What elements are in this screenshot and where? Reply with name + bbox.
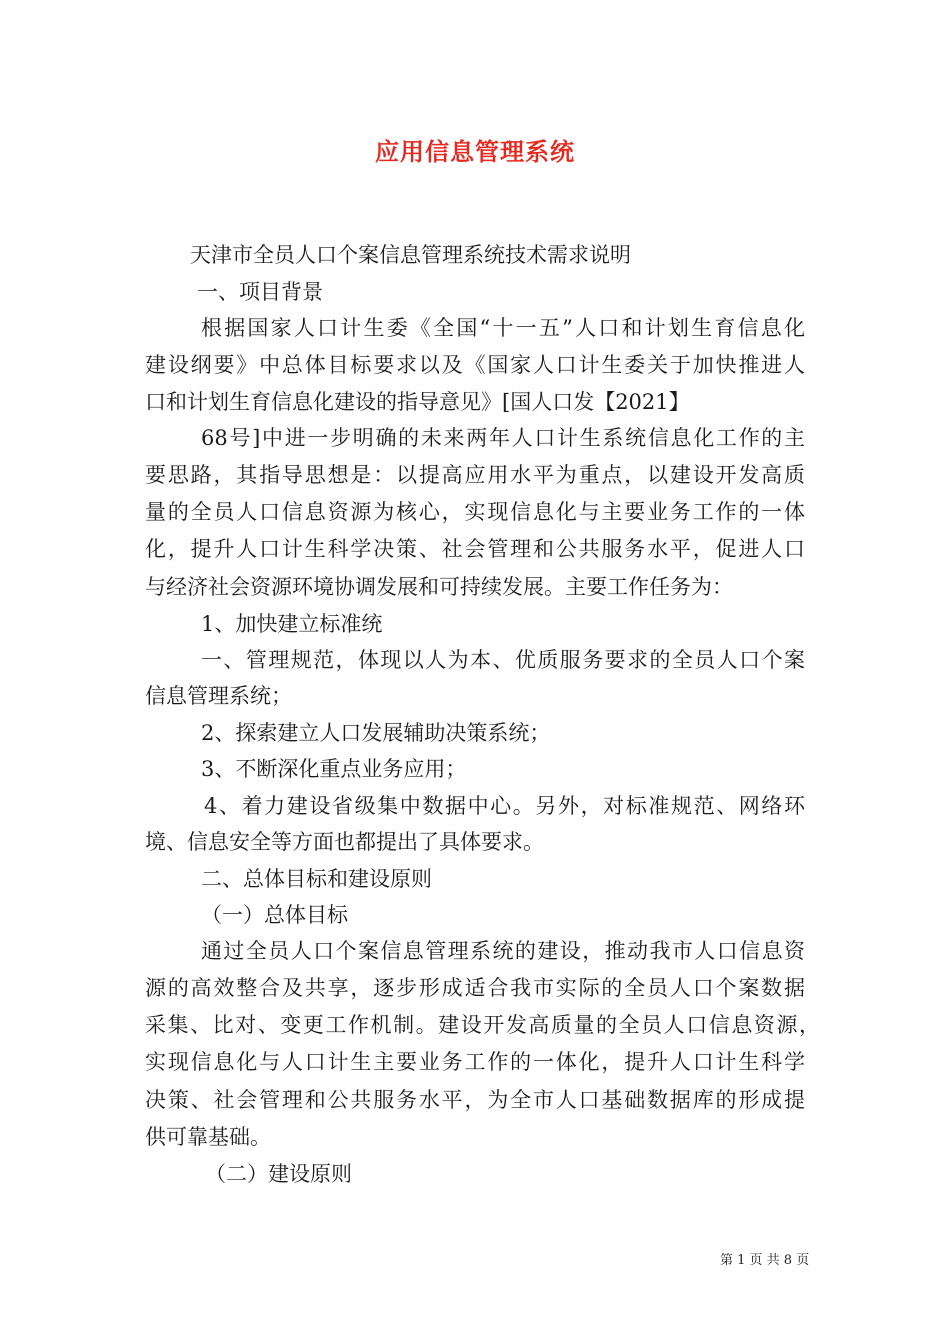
subsection-heading: （二）建设原则 xyxy=(205,1162,352,1186)
list-item: 4、着力建设省级集中数据中心。另外，对标准规范、网络环 xyxy=(204,794,805,818)
page-number: 第 1 页 共 8 页 xyxy=(720,1253,810,1268)
subtitle-line: 天津市全员人口个案信息管理系统技术需求说明 xyxy=(190,243,631,267)
section-heading: 一、项目背景 xyxy=(197,280,323,304)
paragraph-line: 境、信息安全等方面也都提出了具体要求。 xyxy=(145,830,544,854)
paragraph-line: 化，提升人口计生科学决策、社会管理和公共服务水平，促进人口 xyxy=(145,537,805,561)
paragraph-line: 源的高效整合及共享，逐步形成适合我市实际的全员人口个案数据 xyxy=(145,976,805,1000)
paragraph-line: 信息管理系统； xyxy=(145,684,292,708)
paragraph-line: 通过全员人口个案信息管理系统的建设，推动我市人口信息资 xyxy=(201,939,805,963)
list-item: 1、加快建立标准统 xyxy=(201,612,383,636)
paragraph-line: 决策、社会管理和公共服务水平，为全市人口基础数据库的形成提 xyxy=(145,1088,805,1112)
paragraph-line: 口和计划生育信息化建设的指导意见》[国人口发【2021】 xyxy=(145,390,690,414)
subsection-heading: （一）总体目标 xyxy=(201,903,348,927)
paragraph-line: 实现信息化与人口计生主要业务工作的一体化，提升人口计生科学 xyxy=(145,1050,805,1074)
document-title: 应用信息管理系统 xyxy=(375,138,575,166)
list-item: 3、不断深化重点业务应用； xyxy=(201,757,467,781)
paragraph-line: 一、管理规范，体现以人为本、优质服务要求的全员人口个案 xyxy=(201,648,805,672)
list-item: 2、探索建立人口发展辅助决策系统； xyxy=(201,721,551,745)
paragraph-line: 采集、比对、变更工作机制。建设开发高质量的全员人口信息资源， xyxy=(145,1013,820,1037)
paragraph-line: 68号]中进一步明确的未来两年人口计生系统信息化工作的主 xyxy=(201,426,805,450)
paragraph-line: 要思路，其指导思想是：以提高应用水平为重点，以建设开发高质 xyxy=(145,463,805,487)
paragraph-line: 建设纲要》中总体目标要求以及《国家人口计生委关于加快推进人 xyxy=(145,353,805,377)
paragraph-line: 供可靠基础。 xyxy=(145,1125,271,1149)
section-heading: 二、总体目标和建设原则 xyxy=(201,867,432,891)
paragraph-line: 与经济社会资源环境协调发展和可持续发展。主要工作任务为： xyxy=(145,575,733,599)
paragraph-line: 根据国家人口计生委《全国“十一五”人口和计划生育信息化 xyxy=(201,316,805,340)
paragraph-line: 量的全员人口信息资源为核心，实现信息化与主要业务工作的一体 xyxy=(145,500,805,524)
